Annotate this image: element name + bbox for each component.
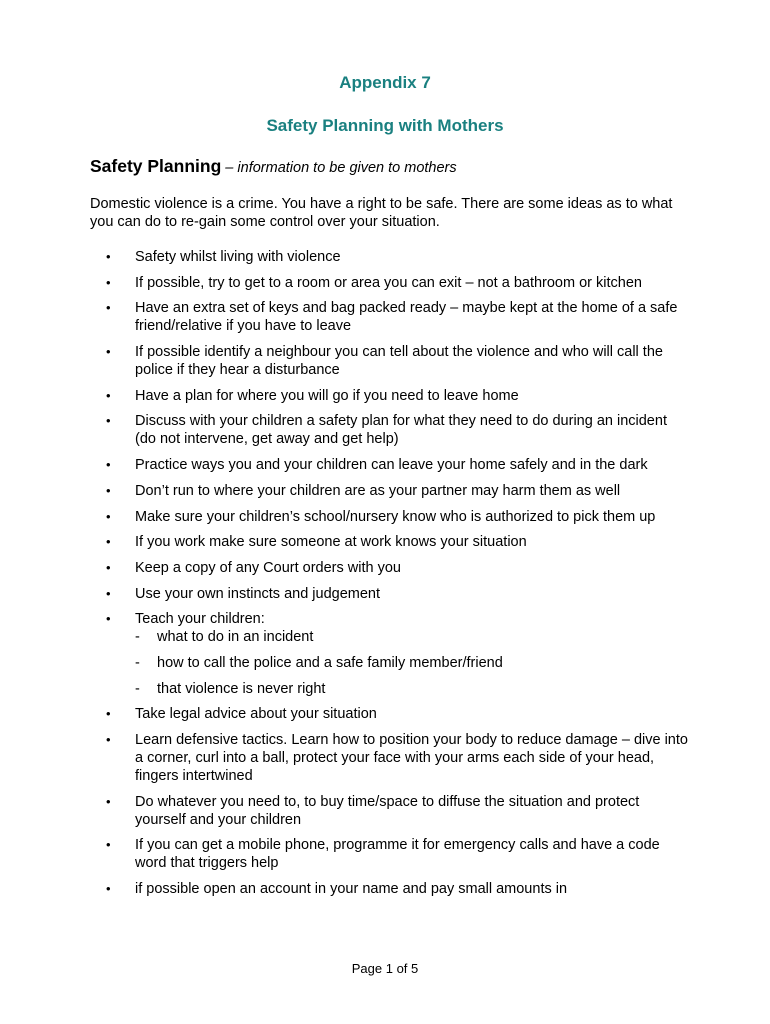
sub-list-item-text: how to call the police and a safe family member/friend [157,654,503,671]
bullet-icon: • [106,413,111,429]
list-item [0,731,690,785]
list-item [0,456,690,474]
list-item [0,880,690,898]
section-title: Safety Planning [90,156,222,176]
sub-list-item-text: that violence is never right [157,680,326,697]
bullet-icon: • [106,585,111,601]
list-item [0,793,690,829]
list-item [0,533,690,551]
sub-list-item [135,680,690,698]
sub-list-item [135,654,690,672]
list-item-text: Do whatever you need to, to buy time/space to diffuse the situation and protect yourself and your children [135,793,640,828]
list-item [0,387,690,405]
list-item [0,248,690,266]
list-item-text: Don’t run to where your children are as your partner may harm them as well [135,482,621,499]
list-item-text: Use your own instincts and judgement [135,585,381,602]
list-item [0,482,690,500]
section-heading [90,156,457,177]
list-item-text: If possible, try to get to a room or area you can exit – not a bathroom or kitchen [135,274,642,291]
list-item-text: Safety whilst living with violence [135,249,341,265]
list-item [0,610,690,697]
list-item [0,585,690,603]
appendix-title: Appendix 7 [339,73,431,92]
bullet-icon: • [106,793,111,809]
bullet-icon: • [106,611,111,627]
list-item [0,508,690,526]
list-item-text: Have a plan for where you will go if you need to leave home [135,387,519,404]
list-item-text: If you can get a mobile phone, programme it for emergency calls and have a code word that triggers help [135,837,660,872]
dash-icon: - [135,680,140,697]
list-item [0,836,690,872]
bullet-icon: • [106,732,111,747]
dash-icon: - [135,654,140,671]
list-item-text: Take legal advice about your situation [135,706,377,723]
bullet-icon: • [106,508,111,524]
list-item-text: Discuss with your children a safety plan for what they need to do during an incident (do not intervene, get away and get help) [135,413,667,448]
list-item-text: Teach your children: [135,611,265,628]
dash-icon: - [135,629,140,646]
list-item-text: Have an extra set of keys and bag packed ready – maybe kept at the home of a safe friend/relative if you have to leave [135,300,678,335]
teach-children-sublist [135,628,690,697]
bullet-icon: • [106,881,111,897]
bullet-icon: • [106,559,111,575]
intro-paragraph: Domestic violence is a crime. You have a right to be safe. There are some ideas as to what you can do to re-gain some control over your situation. [90,196,673,230]
list-item-text: Make sure your children’s school/nursery know who is authorized to pick them up [135,508,656,525]
list-item-text: If possible identify a neighbour you can tell about the violence and who will call the police if they hear a disturbance [135,344,663,379]
sub-list-item-text: what to do in an incident [157,629,314,646]
bullet-icon: • [106,387,111,403]
bullet-icon: • [106,274,111,290]
sub-list-item [135,628,690,646]
document-subtitle: Safety Planning with Mothers [266,116,504,135]
list-item-text: if possible open an account in your name and pay small amounts in [135,881,568,898]
bullet-icon: • [106,482,111,498]
bullet-icon: • [106,344,111,360]
page-number: Page 1 of 5 [351,961,419,976]
list-item-text: Learn defensive tactics. Learn how to position your body to reduce damage – dive into a corner, curl into a ball, protect your face with your arms each side of your head, fingers intertwined [135,732,688,784]
bullet-icon: • [106,457,111,473]
bullet-icon: • [106,249,111,264]
bullet-icon: • [106,706,111,722]
bullet-icon: • [106,534,111,550]
list-item [0,412,690,448]
section-subtitle: – information to be given to mothers [221,160,457,176]
bullet-icon: • [106,837,111,853]
list-item-text: If you work make sure someone at work knows your situation [135,534,527,551]
bullet-icon: • [106,300,111,316]
list-item-text: Keep a copy of any Court orders with you [135,559,401,576]
list-item [0,343,690,379]
list-item [0,274,690,292]
list-item [0,299,690,335]
list-item [0,559,690,577]
list-item [0,705,690,723]
list-item-text: Practice ways you and your children can leave your home safely and in the dark [135,457,648,474]
safety-tips-list [0,248,770,906]
